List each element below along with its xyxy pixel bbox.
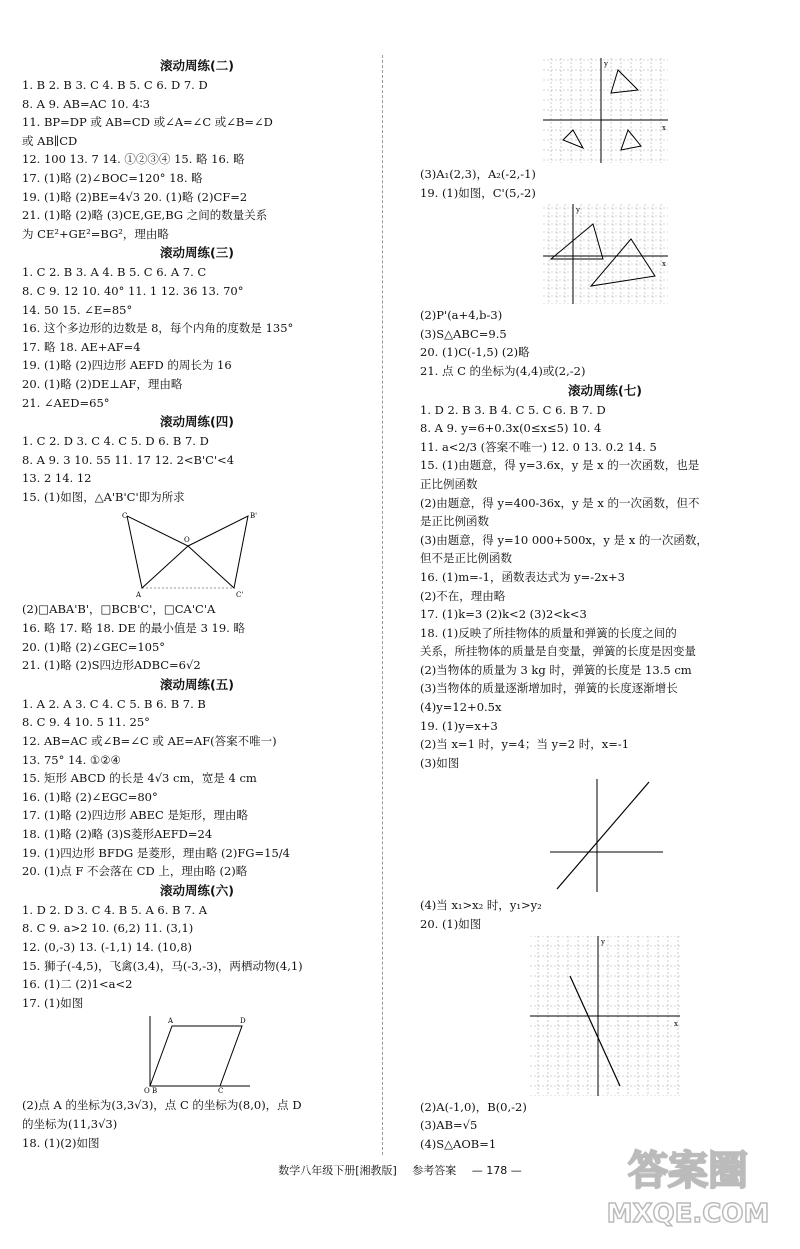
figure-coordinate-grid-triangle-translation (543, 204, 668, 304)
svg-text:y: y (601, 937, 605, 946)
svg-text:x: x (661, 124, 666, 132)
answer-line: 16. (1)略 (2)∠EGC=80° (22, 789, 158, 804)
answer-line: 21. (1)略 (2)S四边形ADBC=6√2 (22, 658, 201, 673)
svg-text:O: O (144, 1087, 150, 1095)
answer-line: 20. (1)略 (2)DE⊥AF，理由略 (22, 376, 183, 391)
svg-text:D: D (240, 1017, 246, 1026)
svg-text:A: A (136, 591, 142, 599)
answer-line: 16. 这个多边形的边数是 8，每个内角的度数是 135° (22, 321, 294, 336)
answer-line: 是正比例函数 (420, 514, 489, 529)
svg-text:y: y (575, 206, 580, 215)
answer-line: (2)当 x=1 时，y=4；当 y=2 时，x=-1 (420, 737, 630, 752)
answer-line: 8. C 9. 12 10. 40° 11. 1 12. 36 13. 70° (22, 283, 244, 298)
section-heading: 滚动周练(四) (160, 414, 234, 430)
answer-line: 20. (1)如图 (420, 917, 482, 932)
answer-line: (3)如图 (420, 755, 460, 770)
answer-line: (3)S△ABC=9.5 (420, 326, 507, 341)
answer-line: 8. A 9. 3 10. 55 11. 17 12. 2<B'C'<4 (22, 452, 235, 467)
answer-line: (4)S△AOB=1 (420, 1136, 497, 1151)
answer-line: 17. 略 18. AE+AF=4 (22, 339, 141, 354)
answer-line: 12. AB=AC 或∠B=∠C 或 AE=AF(答案不唯一) (22, 734, 277, 749)
answer-line: 关系，所挂物体的质量是自变量，弹簧的长度是因变量 (420, 644, 696, 659)
answer-line: (2)由题意，得 y=400-36x，y 是 x 的一次函数，但不 (420, 495, 700, 510)
answer-line: 11. a<2/3 (答案不唯一) 12. 0 13. 0.2 14. 5 (420, 439, 657, 454)
answer-line: (2)不在，理由略 (420, 588, 506, 603)
answer-line: 正比例函数 (420, 476, 478, 491)
answer-line: 15. 矩形 ABCD 的长是 4√3 cm，宽是 4 cm (22, 771, 257, 786)
answer-line: 17. (1)略 (2)∠BOC=120° 18. 略 (22, 170, 203, 185)
svg-text:B': B' (250, 512, 258, 521)
answer-line: 1. C 2. D 3. C 4. C 5. D 6. B 7. D (22, 434, 209, 449)
answer-line: 1. B 2. B 3. C 4. B 5. C 6. D 7. D (22, 78, 208, 92)
svg-text:y: y (603, 60, 608, 68)
answer-line: 或 AB∥CD (22, 133, 78, 148)
footer-page-number: — 178 — (471, 1164, 522, 1177)
figure-coordinate-grid-translation (543, 58, 668, 163)
section-heading: 滚动周练(七) (568, 382, 642, 398)
answer-line: 8. A 9. y=6+0.3x(0≤x≤5) 10. 4 (420, 421, 602, 436)
answer-line: (3)AB=√5 (420, 1118, 478, 1133)
answer-line: 12. 100 13. 7 14. ①②③④ 15. 略 16. 略 (22, 152, 245, 167)
section-heading: 滚动周练(六) (160, 882, 234, 898)
answer-line: 15. (1)由题意，得 y=3.6x，y 是 x 的一次函数，也是 (420, 458, 700, 473)
figure-parallelogram (142, 1014, 252, 1094)
section-heading: 滚动周练(三) (160, 245, 234, 261)
section-heading: 滚动周练(二) (160, 58, 234, 73)
watermark-logo (588, 1136, 788, 1231)
answer-line: 8. C 9. a>2 10. (6,2) 11. (3,1) (22, 921, 194, 936)
left-column (22, 56, 372, 1152)
answer-line: 19. (1)y=x+3 (420, 718, 498, 733)
svg-text:O: O (184, 536, 190, 545)
answer-line: (4)当 x₁>x₂ 时，y₁>y₂ (420, 898, 542, 913)
answer-line: 1. D 2. B 3. B 4. C 5. C 6. B 7. D (420, 402, 606, 417)
svg-text:C: C (122, 512, 128, 521)
answer-line: 11. BP=DP 或 AB=CD 或∠A=∠C 或∠B=∠D (22, 115, 273, 130)
svg-text:A: A (168, 1017, 174, 1026)
right-column (420, 56, 790, 1153)
answer-line: 17. (1)如图 (22, 995, 84, 1010)
footer-subject: 数学八年级下册[湘教版] (278, 1164, 397, 1177)
answer-line: 21. ∠AED=65° (22, 395, 110, 410)
answer-line: 21. (1)略 (2)略 (3)CE,GE,BG 之间的数量关系 (22, 208, 268, 223)
answer-line: 1. A 2. A 3. C 4. C 5. B 6. B 7. B (22, 696, 206, 711)
answer-line: 18. (1)略 (2)略 (3)S菱形AEFD=24 (22, 827, 213, 841)
answer-line: 为 CE²+GE²=BG²，理由略 (22, 226, 169, 241)
answer-line: 19. (1)四边形 BFDG 是菱形，理由略 (2)FG=15/4 (22, 845, 290, 860)
figure-coordinate-grid-linear-function (530, 936, 680, 1096)
answer-line: 19. (1)如图，C'(5,-2) (420, 185, 536, 200)
figure-rotation-triangles (122, 508, 272, 598)
answer-line: 8. A 9. AB=AC 10. 4∶3 (22, 96, 150, 111)
answer-line: (2)A(-1,0)，B(0,-2) (420, 1099, 527, 1114)
answer-line: 13. 2 14. 12 (22, 471, 92, 486)
section-heading: 滚动周练(五) (160, 676, 234, 692)
answer-line: (3)当物体的质量逐渐增加时，弹簧的长度逐渐增长 (420, 681, 678, 696)
answer-line: 16. (1)二 (2)1<a<2 (22, 977, 133, 992)
answer-line: 20. (1)点 F 不会落在 CD 上，理由略 (2)略 (22, 864, 248, 879)
answer-line: 14. 50 15. ∠E=85° (22, 302, 133, 317)
svg-text:MXQE.COM: MXQE.COM (606, 1199, 770, 1229)
column-divider (382, 55, 383, 1155)
answer-line: 18. (1)(2)如图 (22, 1135, 100, 1150)
answer-line: (2)点 A 的坐标为(3,3√3)，点 C 的坐标为(8,0)，点 D (22, 1098, 302, 1113)
answer-line: 但不是正比例函数 (420, 551, 512, 566)
answer-line: 18. (1)反映了所挂物体的质量和弹簧的长度之间的 (420, 625, 677, 640)
answer-line: 16. 略 17. 略 18. DE 的最小值是 3 19. 略 (22, 621, 245, 636)
answer-line: 20. (1)略 (2)∠GEC=105° (22, 639, 166, 654)
answer-line: (3)A₁(2,3)，A₂(-2,-1) (420, 167, 536, 181)
answer-line: (2)□ABA'B'，□BCB'C'，□CA'C'A (22, 602, 216, 617)
answer-line: 15. 狮子(-4,5)，飞禽(3,4)，马(-3,-3)，两栖动物(4,1) (22, 958, 303, 973)
answer-line: 16. (1)m=-1，函数表达式为 y=-2x+3 (420, 569, 625, 584)
svg-text:答案圈: 答案圈 (628, 1148, 748, 1194)
answer-line: 19. (1)略 (2)BE=4√3 20. (1)略 (2)CF=2 (22, 189, 248, 204)
answer-line: 15. (1)如图，△A'B'C'即为所求 (22, 489, 185, 504)
svg-text:x: x (661, 260, 666, 269)
answer-line: 17. (1)k=3 (2)k<2 (3)2<k<3 (420, 607, 587, 622)
footer-section: 参考答案 (412, 1164, 457, 1177)
answer-line: (3)由题意，得 y=10 000+500x，y 是 x 的一次函数， (420, 532, 708, 547)
answer-line: (4)y=12+0.5x (420, 700, 502, 715)
answer-line: 8. C 9. 4 10. 5 11. 25° (22, 715, 150, 730)
answer-line: (2)P'(a+4,b-3) (420, 308, 503, 323)
answer-line: 1. D 2. D 3. C 4. B 5. A 6. B 7. A (22, 902, 208, 917)
answer-line: 17. (1)略 (2)四边形 ABEC 是矩形，理由略 (22, 808, 248, 823)
answer-line: 21. 点 C 的坐标为(4,4)或(2,-2) (420, 363, 586, 378)
answer-line: 的坐标为(11,3√3) (22, 1116, 118, 1131)
answer-line: (2)当物体的质量为 3 kg 时，弹簧的长度是 13.5 cm (420, 662, 692, 677)
answer-line: 19. (1)略 (2)四边形 AEFD 的周长为 16 (22, 358, 232, 373)
answer-line: 20. (1)C(-1,5) (2)略 (420, 345, 530, 360)
svg-text:C': C' (236, 591, 244, 599)
answer-line: 13. 75° 14. ①②④ (22, 752, 121, 767)
figure-linear-function-graph (545, 774, 665, 894)
svg-text:C: C (218, 1087, 224, 1095)
svg-text:B: B (152, 1087, 158, 1095)
answer-line: 1. C 2. B 3. A 4. B 5. C 6. A 7. C (22, 265, 207, 280)
answer-line: 12. (0,-3) 13. (-1,1) 14. (10,8) (22, 939, 193, 954)
svg-text:x: x (674, 1019, 678, 1028)
